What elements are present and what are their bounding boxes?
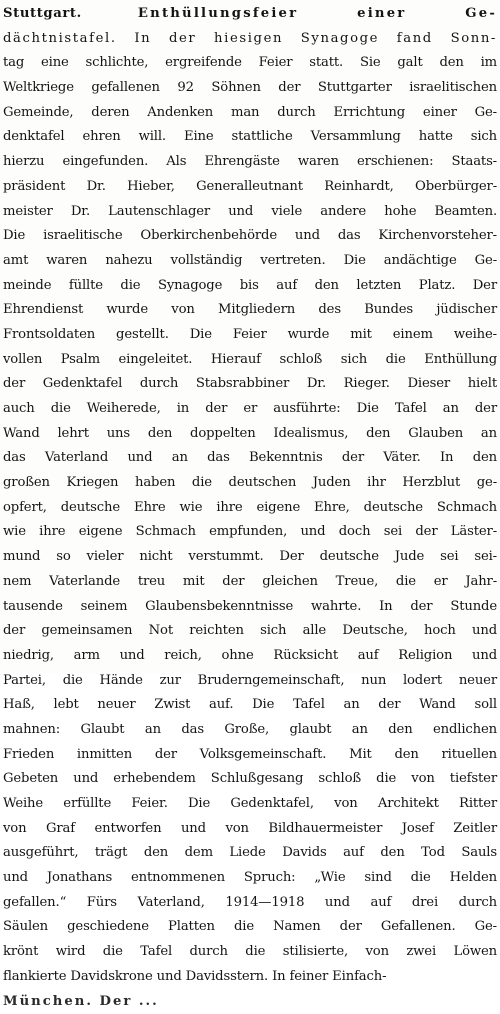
article-heading-line bbox=[3, 2, 497, 27]
article-line: Die israelitische Oberkirchenbehörde und das Kirchenvorsteher- bbox=[3, 228, 497, 244]
headline: Enthüllungsfeier einer Ge- bbox=[137, 6, 498, 21]
article-line: und Jonathans entnommenen Spruch: „Wie sind die Helden bbox=[3, 870, 497, 886]
article-line: präsident Dr. Hieber, Generalleutnant Reinhardt, Oberbürger- bbox=[3, 178, 497, 194]
article-line: Gebeten und erhebendem Schlußgesang schloß die von tiefster bbox=[3, 771, 497, 787]
article-line: ausgeführt, trägt den dem Liede Davids auf den Tod Sauls bbox=[3, 845, 497, 861]
article-line: das Vaterland und an das Bekenntnis der Väter. In den bbox=[3, 450, 497, 466]
article-line: dächtnistafel. In der hiesigen Synagoge fand Sonn- bbox=[3, 30, 497, 46]
article-line: hierzu eingefunden. Als Ehrengäste waren erschienen: Staats- bbox=[3, 154, 497, 170]
article-line: nem Vaterlande treu mit der gleichen Treue, die er Jahr- bbox=[3, 573, 497, 589]
article-line: der Gedenktafel durch Stabsrabbiner Dr. Rieger. Dieser hielt bbox=[3, 376, 497, 392]
article-line: gefallen.“ Fürs Vaterland, 1914—1918 und auf drei durch bbox=[3, 894, 497, 910]
next-article-cutoff: München. Der ... bbox=[3, 993, 159, 1009]
article-line: Frieden inmitten der Volksgemeinschaft. Mit den rituellen bbox=[3, 746, 497, 762]
article-line: amt waren nahezu vollständig vertreten. Die andächtige Ge- bbox=[3, 252, 497, 268]
article-line: mahnen: Glaubt an das Große, glaubt an den endlichen bbox=[3, 721, 497, 737]
article-line: Weihe erfüllte Feier. Die Gedenktafel, von Architekt Ritter bbox=[3, 796, 497, 811]
article-line: der gemeinsamen Not reichten sich alle Deutsche, hoch und bbox=[3, 623, 497, 639]
article-line: krönt wird die Tafel durch die stilisierte, von zwei Löwen bbox=[3, 944, 497, 960]
article bbox=[3, 2, 498, 1009]
article-line: Partei, die Hände zur Bruderngemeinschaft, nun lodert neuer bbox=[3, 672, 497, 688]
article-line: Haß, lebt neuer Zwist auf. Die Tafel an der Wand soll bbox=[3, 697, 497, 713]
dateline: Stuttgart. bbox=[3, 6, 82, 21]
article-line: Ehrendienst wurde von Mitgliedern des Bundes jüdischer bbox=[3, 302, 497, 318]
article-line: großen Kriegen haben die deutschen Juden ihr Herzblut ge- bbox=[3, 475, 497, 491]
article-line: denktafel ehren will. Eine stattliche Versammlung hatte sich bbox=[3, 129, 497, 145]
article-line: auch die Weiherede, in der er ausführte: Die Tafel an der bbox=[3, 401, 497, 416]
article-line: niedrig, arm und reich, ohne Rücksicht auf Religion und bbox=[3, 647, 497, 663]
article-line: wie ihre eigene Schmach empfunden, und doch sei der Läster- bbox=[3, 524, 497, 540]
article-line: mund so vieler nicht verstummt. Der deutsche Jude sei sei- bbox=[3, 549, 497, 565]
article-line: tag eine schlichte, ergreifende Feier statt. Sie galt den im bbox=[3, 55, 497, 71]
article-line: meister Dr. Lautenschlager und viele andere hohe Beamten. bbox=[3, 203, 497, 219]
article-line: Säulen geschiedene Platten die Namen der Gefallenen. Ge- bbox=[3, 919, 497, 935]
article-line: opfert, deutsche Ehre wie ihre eigene Ehre, deutsche Schmach bbox=[3, 499, 497, 515]
article-line: tausende seinem Glaubensbekenntnisse wahrte. In der Stunde bbox=[3, 598, 497, 614]
article-line: von Graf entworfen und von Bildhauermeister Josef Zeitler bbox=[3, 820, 497, 836]
article-line: Weltkriege gefallenen 92 Söhnen der Stuttgarter israelitischen bbox=[3, 80, 497, 96]
article-line: meinde füllte die Synagoge bis auf den letzten Platz. Der bbox=[3, 277, 497, 293]
article-line: flankierte Davidskrone und Davidsstern. In feiner Einfach- bbox=[3, 968, 387, 984]
article-line: Frontsoldaten gestellt. Die Feier wurde mit einem weihe- bbox=[3, 326, 497, 342]
article-line: Gemeinde, deren Andenken man durch Errichtung einer Ge- bbox=[3, 104, 497, 120]
article-line: Wand lehrt uns den doppelten Idealismus, den Glauben an bbox=[3, 425, 497, 441]
article-line: vollen Psalm eingeleitet. Hierauf schloß sich die Enthüllung bbox=[3, 351, 497, 367]
